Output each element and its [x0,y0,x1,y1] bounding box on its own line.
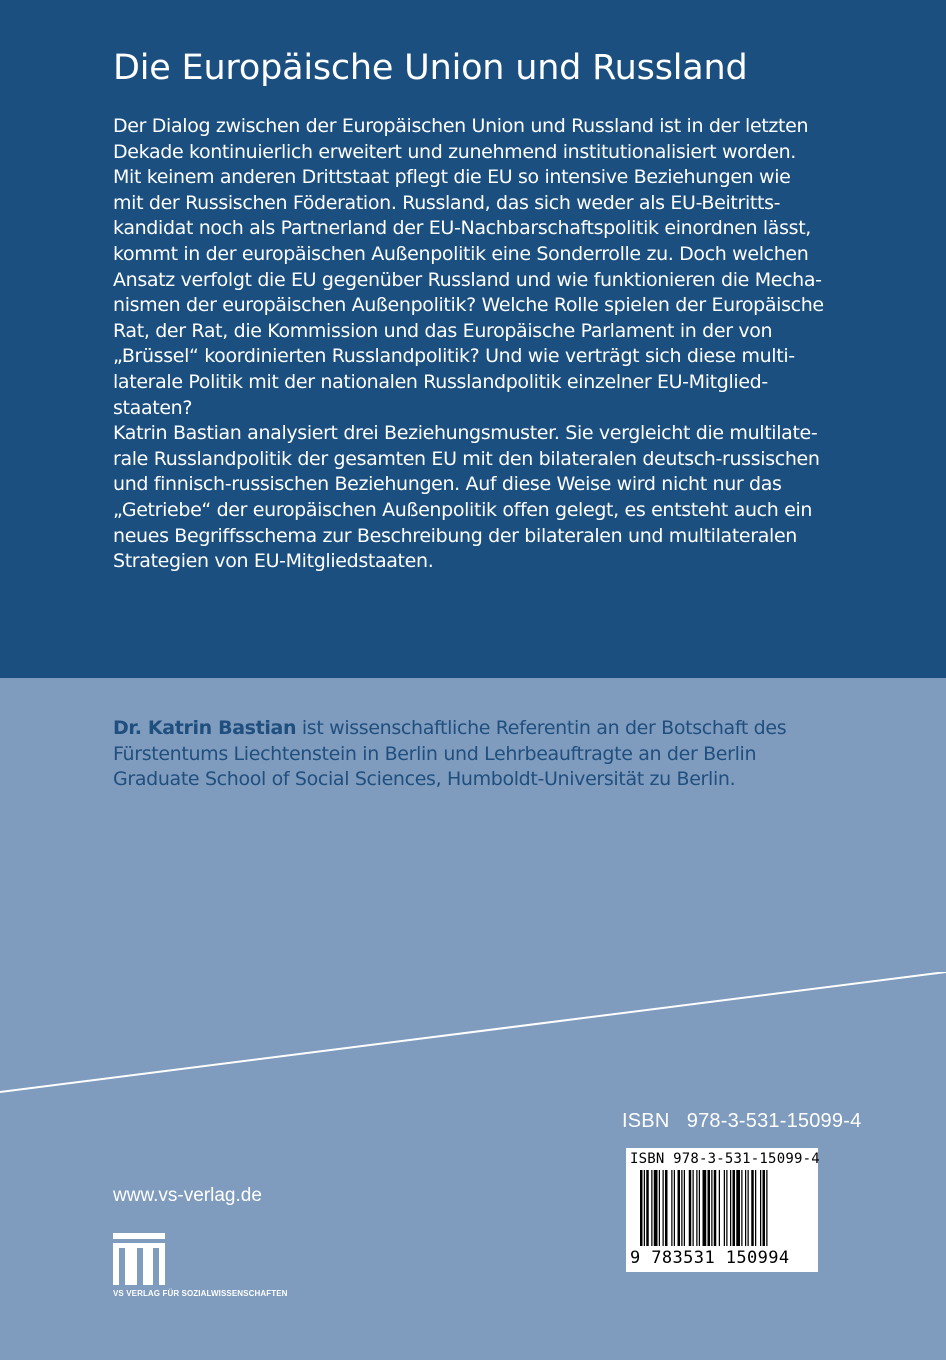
book-title: Die Europäische Union und Russland [113,48,748,88]
blurb-line: Mit keinem anderen Drittstaat pflegt die EU so intensive Beziehungen wie [113,166,791,189]
blurb-line: Rat, der Rat, die Kommission und das Europäische Parlament in der von [113,319,773,342]
blurb-text [113,114,833,575]
blurb-line: nismen der europäischen Außenpolitik? Welche Rolle spielen der Europäische [113,294,824,317]
publisher-url: www.vs-verlag.de [113,1185,262,1206]
blurb-line: „Getriebe“ der europäischen Außenpolitik offen gelegt, es entsteht auch ein [113,498,813,521]
blurb-line: Strategien von EU-Mitgliedstaaten. [113,550,434,573]
blurb-line: kandidat noch als Partnerland der EU-Nachbarschaftspolitik einordnen lässt, [113,217,811,240]
barcode-isbn-text: ISBN 978-3-531-15099-4 [630,1151,820,1167]
diagonal-divider-line [0,972,946,1097]
blurb-line: „Brüssel“ koordinierten Russlandpolitik? Und wie verträgt sich diese multi- [113,345,795,368]
blurb-line: Der Dialog zwischen der Europäischen Union und Russland ist in der letzten [113,115,809,137]
author-bio-text: ist wissenschaftliche Referentin an der Botschaft des [296,717,787,739]
author-bio-line: Graduate School of Social Sciences, Humboldt-Universität zu Berlin. [113,768,736,791]
blurb-line: mit der Russischen Föderation. Russland, das sich weder als EU-Beitritts- [113,191,781,214]
blurb-line: laterale Politik mit der nationalen Russlandpolitik einzelner EU-Mitglied- [113,370,768,393]
barcode-bars-icon [640,1170,812,1250]
author-bio-line [113,716,833,742]
barcode-digits: 9 783531 150994 [630,1248,790,1268]
blurb-line: Katrin Bastian analysiert drei Beziehungsmuster. Sie vergleicht die multilate- [113,422,818,445]
blurb-line: staaten? [113,396,193,419]
barcode [626,1148,818,1272]
publisher-logo-text: VS VERLAG FÜR SOZIALWISSENSCHAFTEN [113,1289,288,1298]
publisher-logo-icon [113,1233,165,1285]
blurb-line: und finnisch-russischen Beziehungen. Auf diese Weise wird nicht nur das [113,473,782,496]
blurb-line: Ansatz verfolgt die EU gegenüber Russland und wie funktionieren die Mecha- [113,268,822,291]
isbn-label: ISBN 978-3-531-15099-4 [622,1110,862,1132]
author-bio-line: Fürstentums Liechtenstein in Berlin und Lehrbeauftragte an der Berlin [113,742,757,765]
blurb-line: neues Begriffsschema zur Beschreibung der bilateralen und multilateralen [113,524,797,547]
author-bio [113,716,833,793]
author-name: Dr. Katrin Bastian [113,717,297,739]
blurb-line: Dekade kontinuierlich erweitert und zunehmend institutionalisiert worden. [113,140,796,163]
blurb-line: kommt in der europäischen Außenpolitik eine Sonderrolle zu. Doch welchen [113,242,809,265]
blurb-line: rale Russlandpolitik der gesamten EU mit den bilateralen deutsch-russischen [113,447,820,470]
